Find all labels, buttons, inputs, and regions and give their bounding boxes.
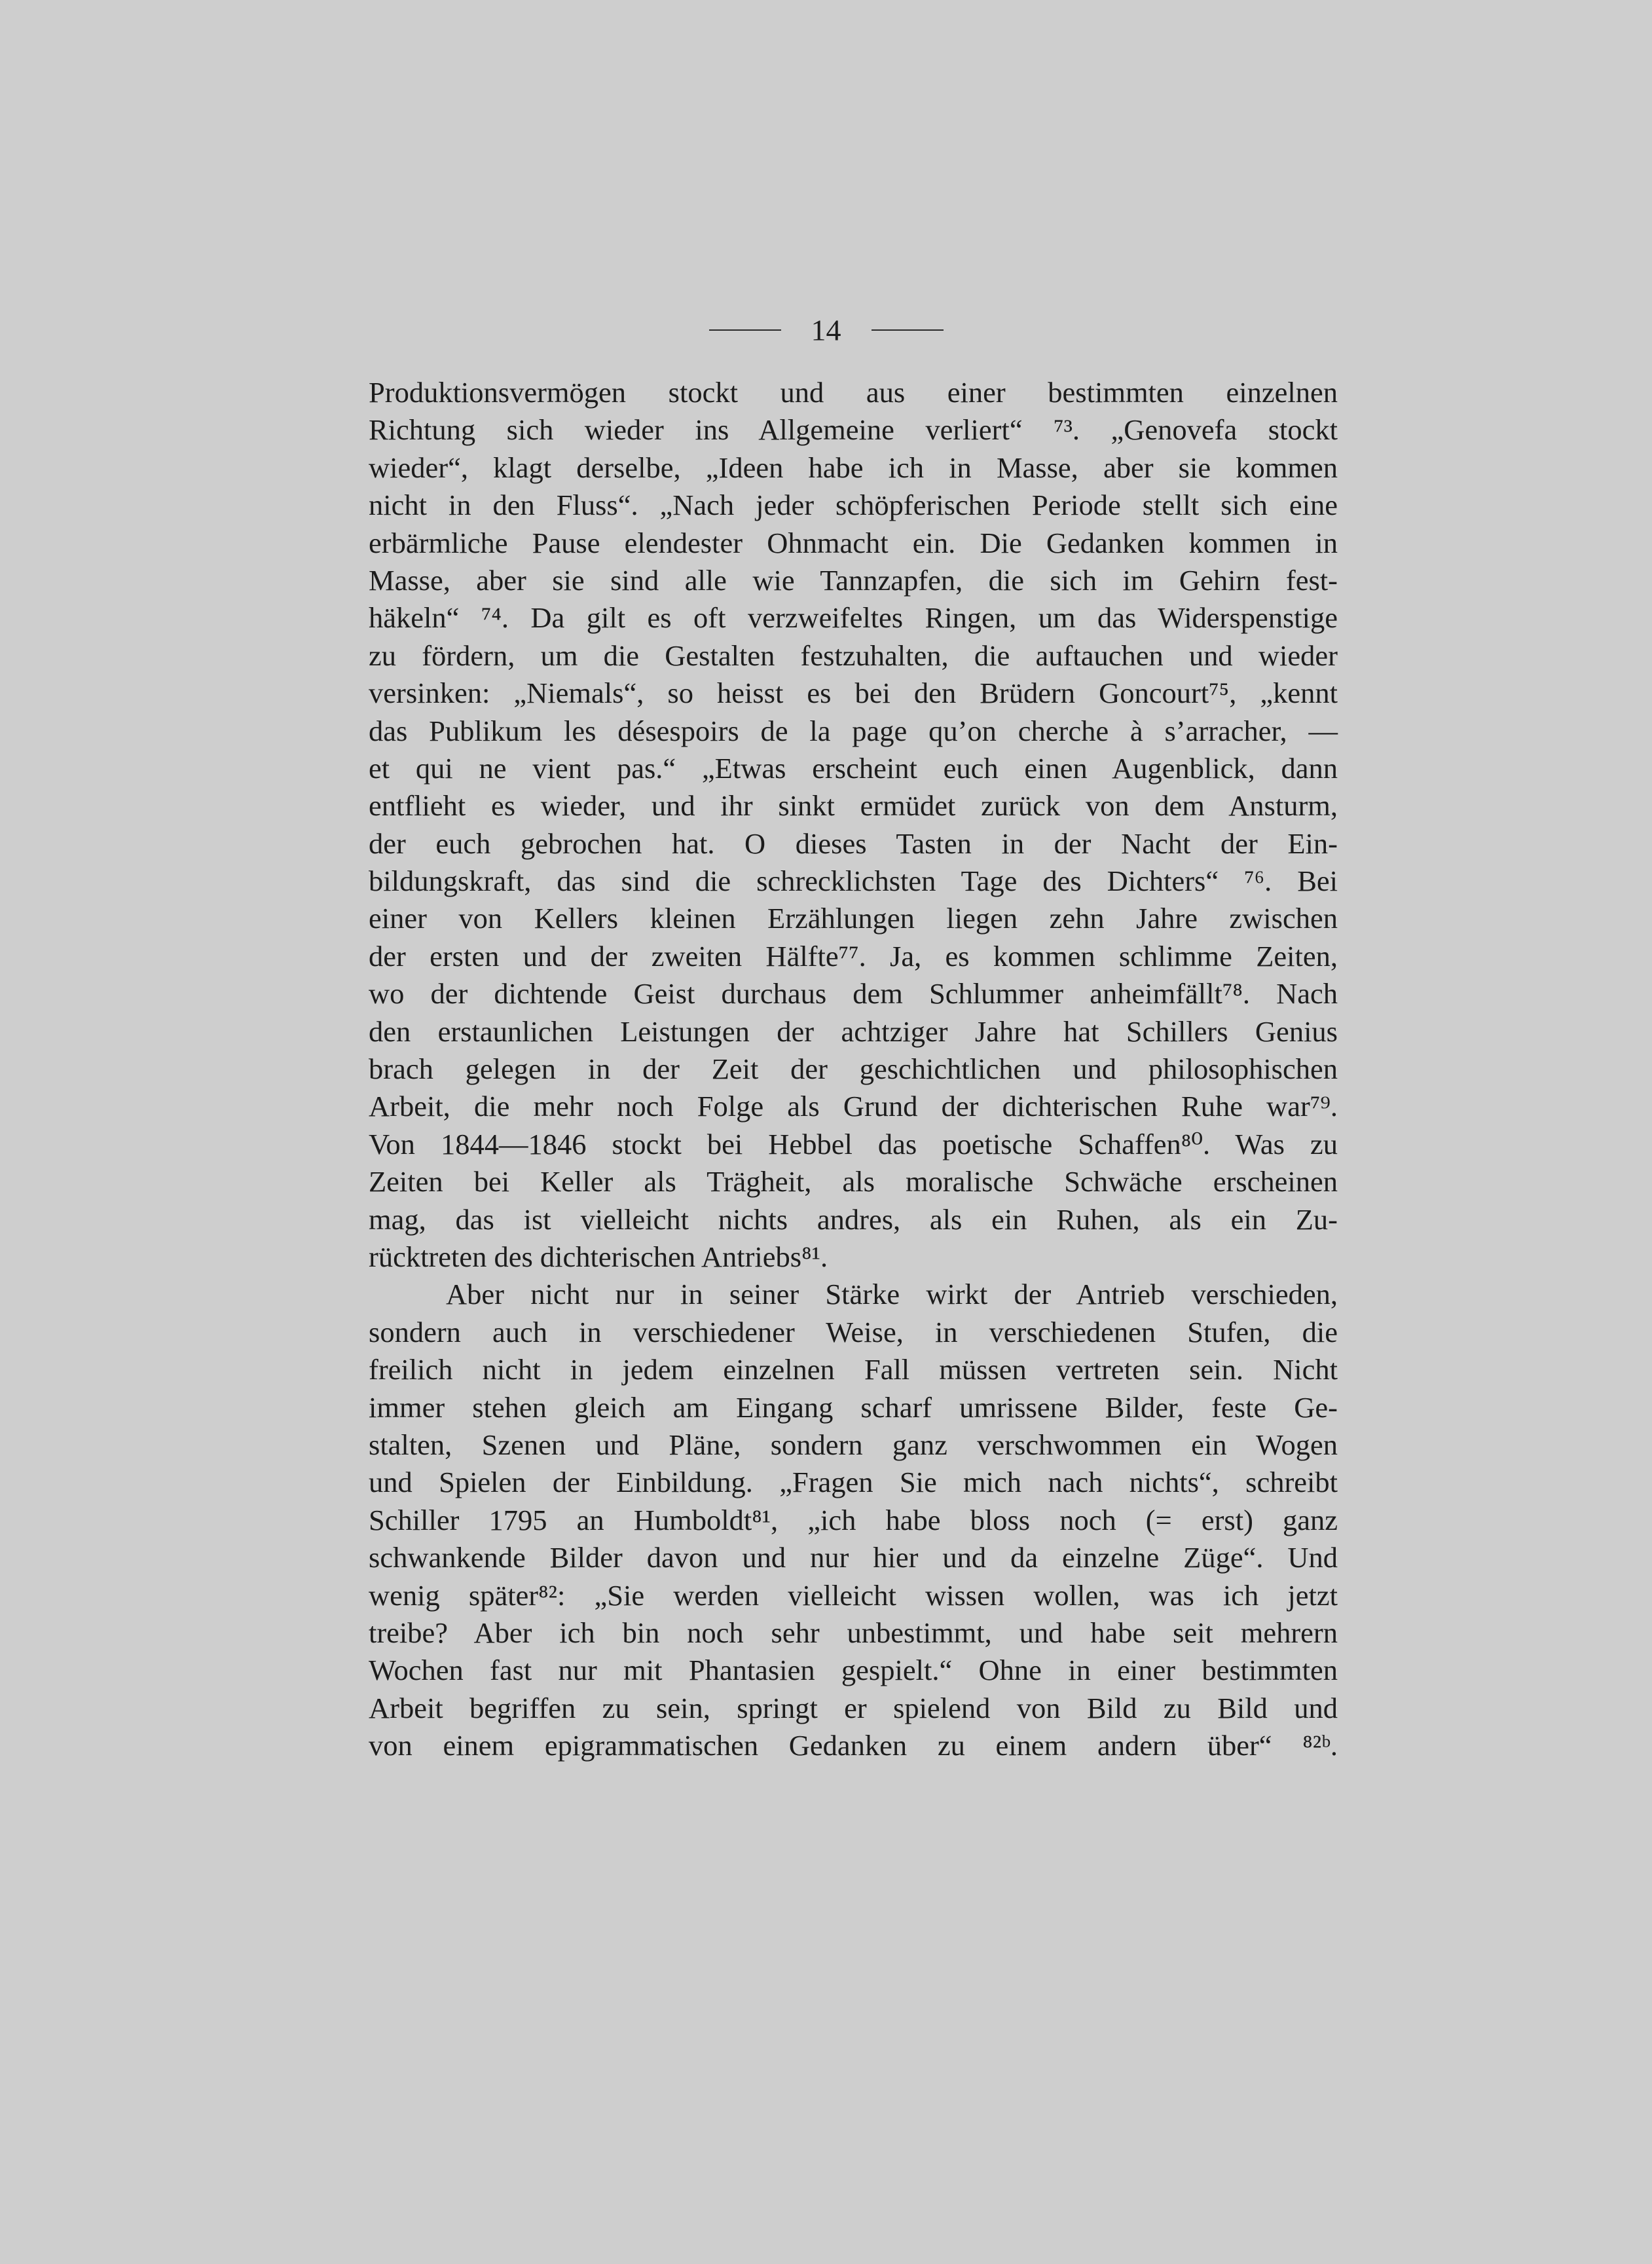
text-line: Von 1844—1846 stockt bei Hebbel das poetische Schaffen⁸⁰. Was zu	[369, 1127, 1338, 1160]
text-line: Arbeit begriffen zu sein, springt er spielend von Bild zu Bild und	[369, 1691, 1338, 1724]
text-line: schwankende Bilder davon und nur hier und da einzelne Züge“. Und	[369, 1541, 1338, 1574]
text-line: Produktionsvermögen stockt und aus einer bestimmten einzelnen	[369, 376, 1338, 409]
text-line: einer von Kellers kleinen Erzählungen liegen zehn Jahre zwischen	[369, 902, 1338, 935]
text-line: rücktreten des dichterischen Antriebs⁸¹.	[369, 1240, 828, 1273]
text-line: brach gelegen in der Zeit der geschichtlichen und philosophischen	[369, 1052, 1338, 1086]
page-number-text: 14	[811, 313, 841, 347]
text-line: entflieht es wieder, und ihr sinkt ermüdet zurück von dem Ansturm,	[369, 789, 1338, 823]
text-line: Richtung sich wieder ins Allgemeine verliert“ ⁷³. „Genovefa stockt	[369, 413, 1338, 447]
text-line: das Publikum les désespoirs de la page qu’on cherche à s’arracher, —	[369, 714, 1338, 747]
left-rule	[709, 329, 781, 331]
text-line: der euch gebrochen hat. O dieses Tasten in der Nacht der Ein-	[369, 826, 1338, 860]
text-line: Schiller 1795 an Humboldt⁸¹, „ich habe bloss noch (= erst) ganz	[369, 1503, 1338, 1536]
text-line: versinken: „Niemals“, so heisst es bei den Brüdern Goncourt⁷⁵, „kennt	[369, 677, 1338, 710]
text-line: stalten, Szenen und Pläne, sondern ganz verschwommen ein Wogen	[369, 1428, 1338, 1461]
page-number	[0, 308, 1652, 350]
text-line: der ersten und der zweiten Hälfte⁷⁷. Ja, es kommen schlimme Zeiten,	[369, 939, 1338, 973]
text-line: Wochen fast nur mit Phantasien gespielt.“ Ohne in einer bestimmten	[369, 1654, 1338, 1687]
text-line: et qui ne vient pas.“ „Etwas erscheint euch einen Augenblick, dann	[369, 751, 1338, 785]
text-line: Masse, aber sie sind alle wie Tannzapfen, die sich im Gehirn fest-	[369, 563, 1338, 597]
text-line: zu fördern, um die Gestalten festzuhalten, die auftauchen und wieder	[369, 639, 1338, 672]
text-line: von einem epigrammatischen Gedanken zu einem andern über“ ⁸²ᵇ.	[369, 1729, 1338, 1762]
text-line: treibe? Aber ich bin noch sehr unbestimmt, und habe seit mehrern	[369, 1616, 1338, 1649]
text-line: wieder“, klagt derselbe, „Ideen habe ich in Masse, aber sie kommen	[369, 451, 1338, 484]
text-line: wo der dichtende Geist durchaus dem Schlummer anheimfällt⁷⁸. Nach	[369, 977, 1338, 1011]
text-line: bildungskraft, das sind die schrecklichsten Tage des Dichters“ ⁷⁶. Bei	[369, 864, 1338, 898]
text-line: wenig später⁸²: „Sie werden vielleicht wissen wollen, was ich jetzt	[369, 1578, 1338, 1612]
text-line: den erstaunlichen Leistungen der achtziger Jahre hat Schillers Genius	[369, 1014, 1338, 1048]
text-line: Aber nicht nur in seiner Stärke wirkt der Antrieb verschieden,	[446, 1278, 1338, 1311]
body-text	[369, 374, 1338, 1764]
text-line: Zeiten bei Keller als Trägheit, als moralische Schwäche erscheinen	[369, 1165, 1338, 1198]
text-line: mag, das ist vielleicht nichts andres, als ein Ruhen, als ein Zu-	[369, 1202, 1338, 1236]
text-line: häkeln“ ⁷⁴. Da gilt es oft verzweifeltes Ringen, um das Widerspenstige	[369, 601, 1338, 635]
right-rule	[872, 329, 944, 331]
text-line: erbärmliche Pause elendester Ohnmacht ein. Die Gedanken kommen in	[369, 526, 1338, 559]
text-line: Arbeit, die mehr noch Folge als Grund der dichterischen Ruhe war⁷⁹.	[369, 1090, 1338, 1123]
text-line: immer stehen gleich am Eingang scharf umrissene Bilder, feste Ge-	[369, 1390, 1338, 1424]
text-line: sondern auch in verschiedener Weise, in verschiedenen Stufen, die	[369, 1315, 1338, 1348]
text-line: nicht in den Fluss“. „Nach jeder schöpferischen Periode stellt sich eine	[369, 489, 1338, 522]
text-line: freilich nicht in jedem einzelnen Fall müssen vertreten sein. Nicht	[369, 1353, 1338, 1386]
text-line: und Spielen der Einbildung. „Fragen Sie mich nach nichts“, schreibt	[369, 1466, 1338, 1499]
